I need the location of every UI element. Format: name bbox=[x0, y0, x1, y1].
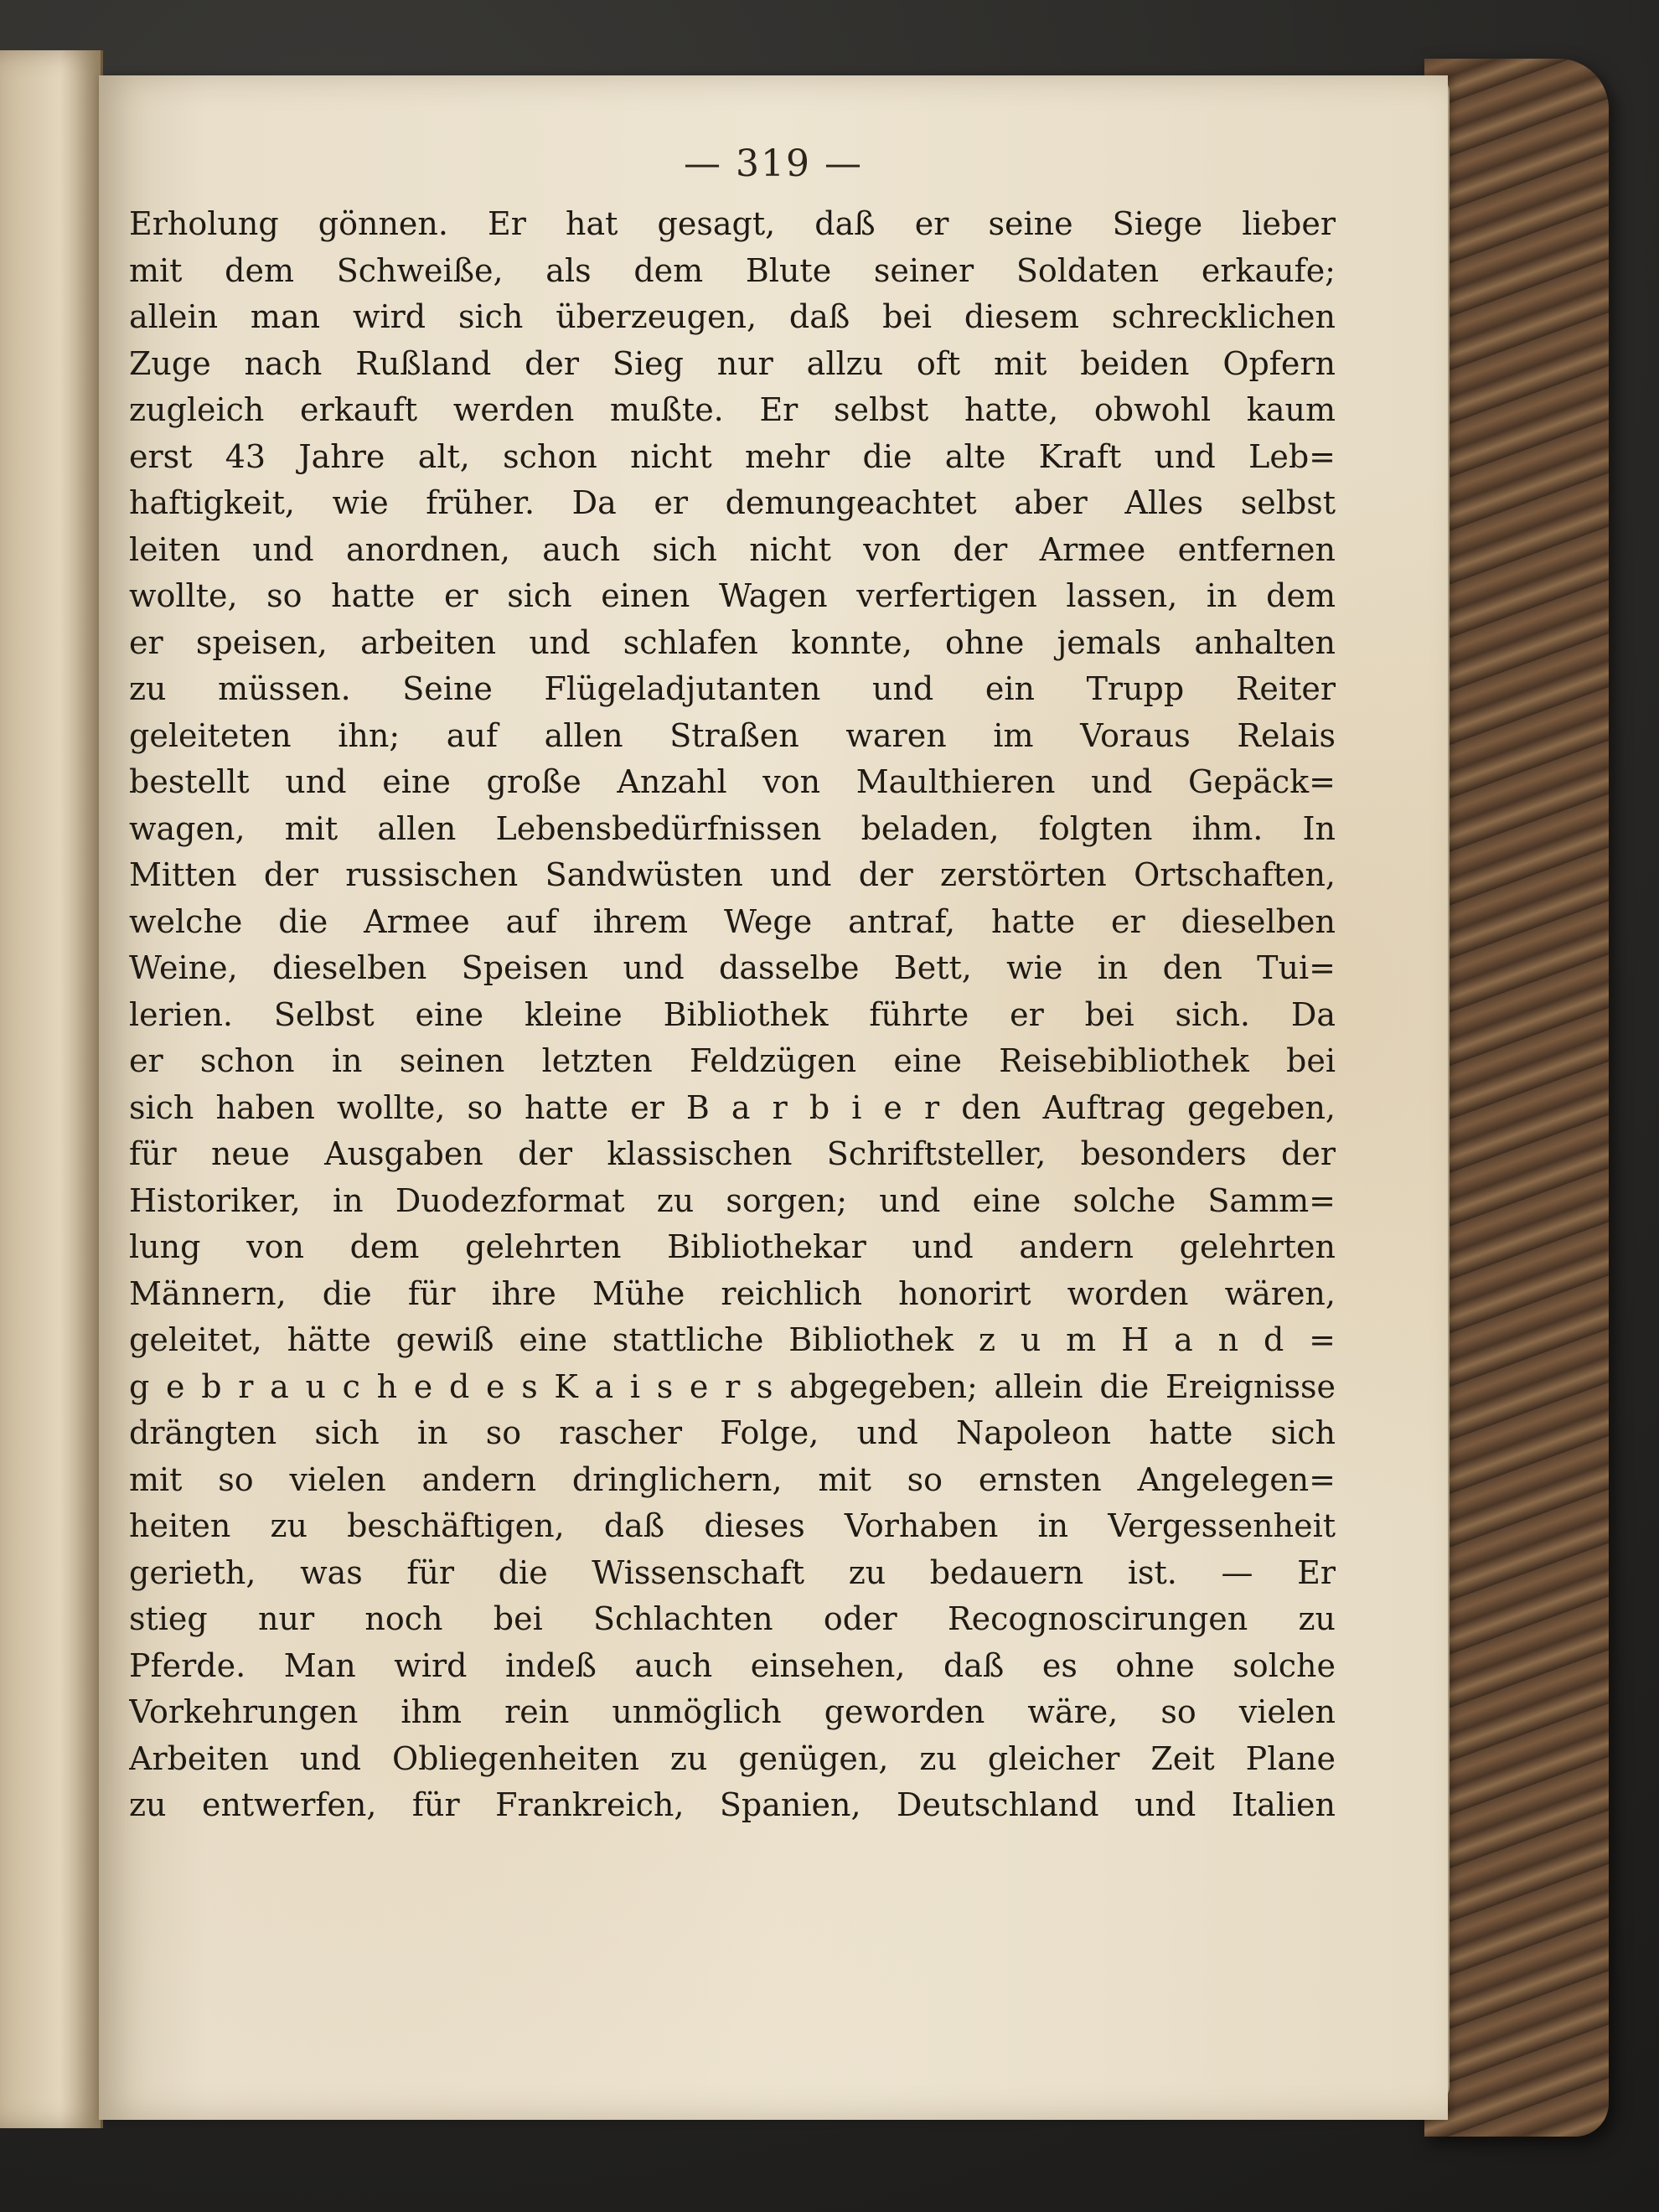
body-text bbox=[129, 201, 1336, 2003]
text-line: wagen, mit allen Lebensbedürfnissen beladen, folgten ihm. In bbox=[129, 809, 1336, 847]
page-number: — 319 — bbox=[684, 142, 863, 185]
text-line: er schon in seinen letzten Feldzügen eine Reisebibliothek bei bbox=[129, 1042, 1336, 1079]
text-line: Vorkehrungen ihm rein unmöglich geworden wäre, so vielen bbox=[129, 1693, 1336, 1730]
facing-page-edge bbox=[0, 50, 103, 2128]
text-line: Mitten der russischen Sandwüsten und der zerstörten Ortschaften, bbox=[129, 856, 1336, 893]
text-line: geleitet, hätte gewiß eine stattliche Bibliothek z u m H a n d = bbox=[129, 1321, 1336, 1358]
text-line: stieg nur noch bei Schlachten oder Recognoscirungen zu bbox=[129, 1600, 1336, 1637]
text-line: Männern, die für ihre Mühe reichlich honorirt worden wären, bbox=[129, 1274, 1336, 1312]
text-line: gerieth, was für die Wissenschaft zu bedauern ist. — Er bbox=[129, 1553, 1336, 1591]
text-line: haftigkeit, wie früher. Da er demungeachtet aber Alles selbst bbox=[129, 484, 1336, 521]
text-line: lung von dem gelehrten Bibliothekar und andern gelehrten bbox=[129, 1228, 1336, 1265]
text-line: Erholung gönnen. Er hat gesagt, daß er seine Siege lieber bbox=[129, 205, 1336, 242]
text-line: er speisen, arbeiten und schlafen konnte, ohne jemals anhalten bbox=[129, 623, 1336, 661]
book-cover bbox=[1424, 59, 1609, 2137]
text-line: bestellt und eine große Anzahl von Maulthieren und Gepäck= bbox=[129, 763, 1336, 800]
text-line: mit so vielen andern dringlichern, mit so ernsten Angelegen= bbox=[129, 1460, 1336, 1498]
text-line: zugleich erkauft werden mußte. Er selbst hatte, obwohl kaum bbox=[129, 391, 1336, 428]
text-line: Weine, dieselben Speisen und dasselbe Bett, wie in den Tui= bbox=[129, 949, 1336, 986]
text-line: Arbeiten und Obliegenheiten zu genügen, zu gleicher Zeit Plane bbox=[129, 1739, 1336, 1777]
text-line: zu müssen. Seine Flügeladjutanten und ein Trupp Reiter bbox=[129, 670, 1336, 707]
text-line: Pferde. Man wird indeß auch einsehen, daß es ohne solche bbox=[129, 1646, 1336, 1684]
text-line: sich haben wollte, so hatte er B a r b i e r den Auftrag gegeben, bbox=[129, 1088, 1336, 1126]
text-line: g e b r a u c h e d e s K a i s e r s abgegeben; allein die Ereignisse bbox=[129, 1367, 1336, 1405]
text-line: geleiteten ihn; auf allen Straßen waren im Voraus Relais bbox=[129, 716, 1336, 754]
text-line: erst 43 Jahre alt, schon nicht mehr die alte Kraft und Leb= bbox=[129, 437, 1336, 475]
text-line: mit dem Schweiße, als dem Blute seiner Soldaten erkaufe; bbox=[129, 251, 1336, 289]
text-line: für neue Ausgaben der klassischen Schriftsteller, besonders der bbox=[129, 1135, 1336, 1172]
text-line: lerien. Selbst eine kleine Bibliothek führte er bei sich. Da bbox=[129, 995, 1336, 1033]
text-line: Historiker, in Duodezformat zu sorgen; und eine solche Samm= bbox=[129, 1181, 1336, 1219]
text-line: zu entwerfen, für Frankreich, Spanien, Deutschland und Italien bbox=[129, 1786, 1336, 1823]
text-line: wollte, so hatte er sich einen Wagen verfertigen lassen, in dem bbox=[129, 577, 1336, 614]
text-line: Zuge nach Rußland der Sieg nur allzu oft mit beiden Opfern bbox=[129, 344, 1336, 382]
text-line: allein man wird sich überzeugen, daß bei diesem schrecklichen bbox=[129, 298, 1336, 335]
book-page bbox=[99, 75, 1448, 2120]
text-line: drängten sich in so rascher Folge, und Napoleon hatte sich bbox=[129, 1414, 1336, 1451]
text-line: welche die Armee auf ihrem Wege antraf, hatte er dieselben bbox=[129, 902, 1336, 940]
text-line: leiten und anordnen, auch sich nicht von der Armee entfernen bbox=[129, 530, 1336, 568]
text-line: heiten zu beschäftigen, daß dieses Vorhaben in Vergessenheit bbox=[129, 1507, 1336, 1544]
